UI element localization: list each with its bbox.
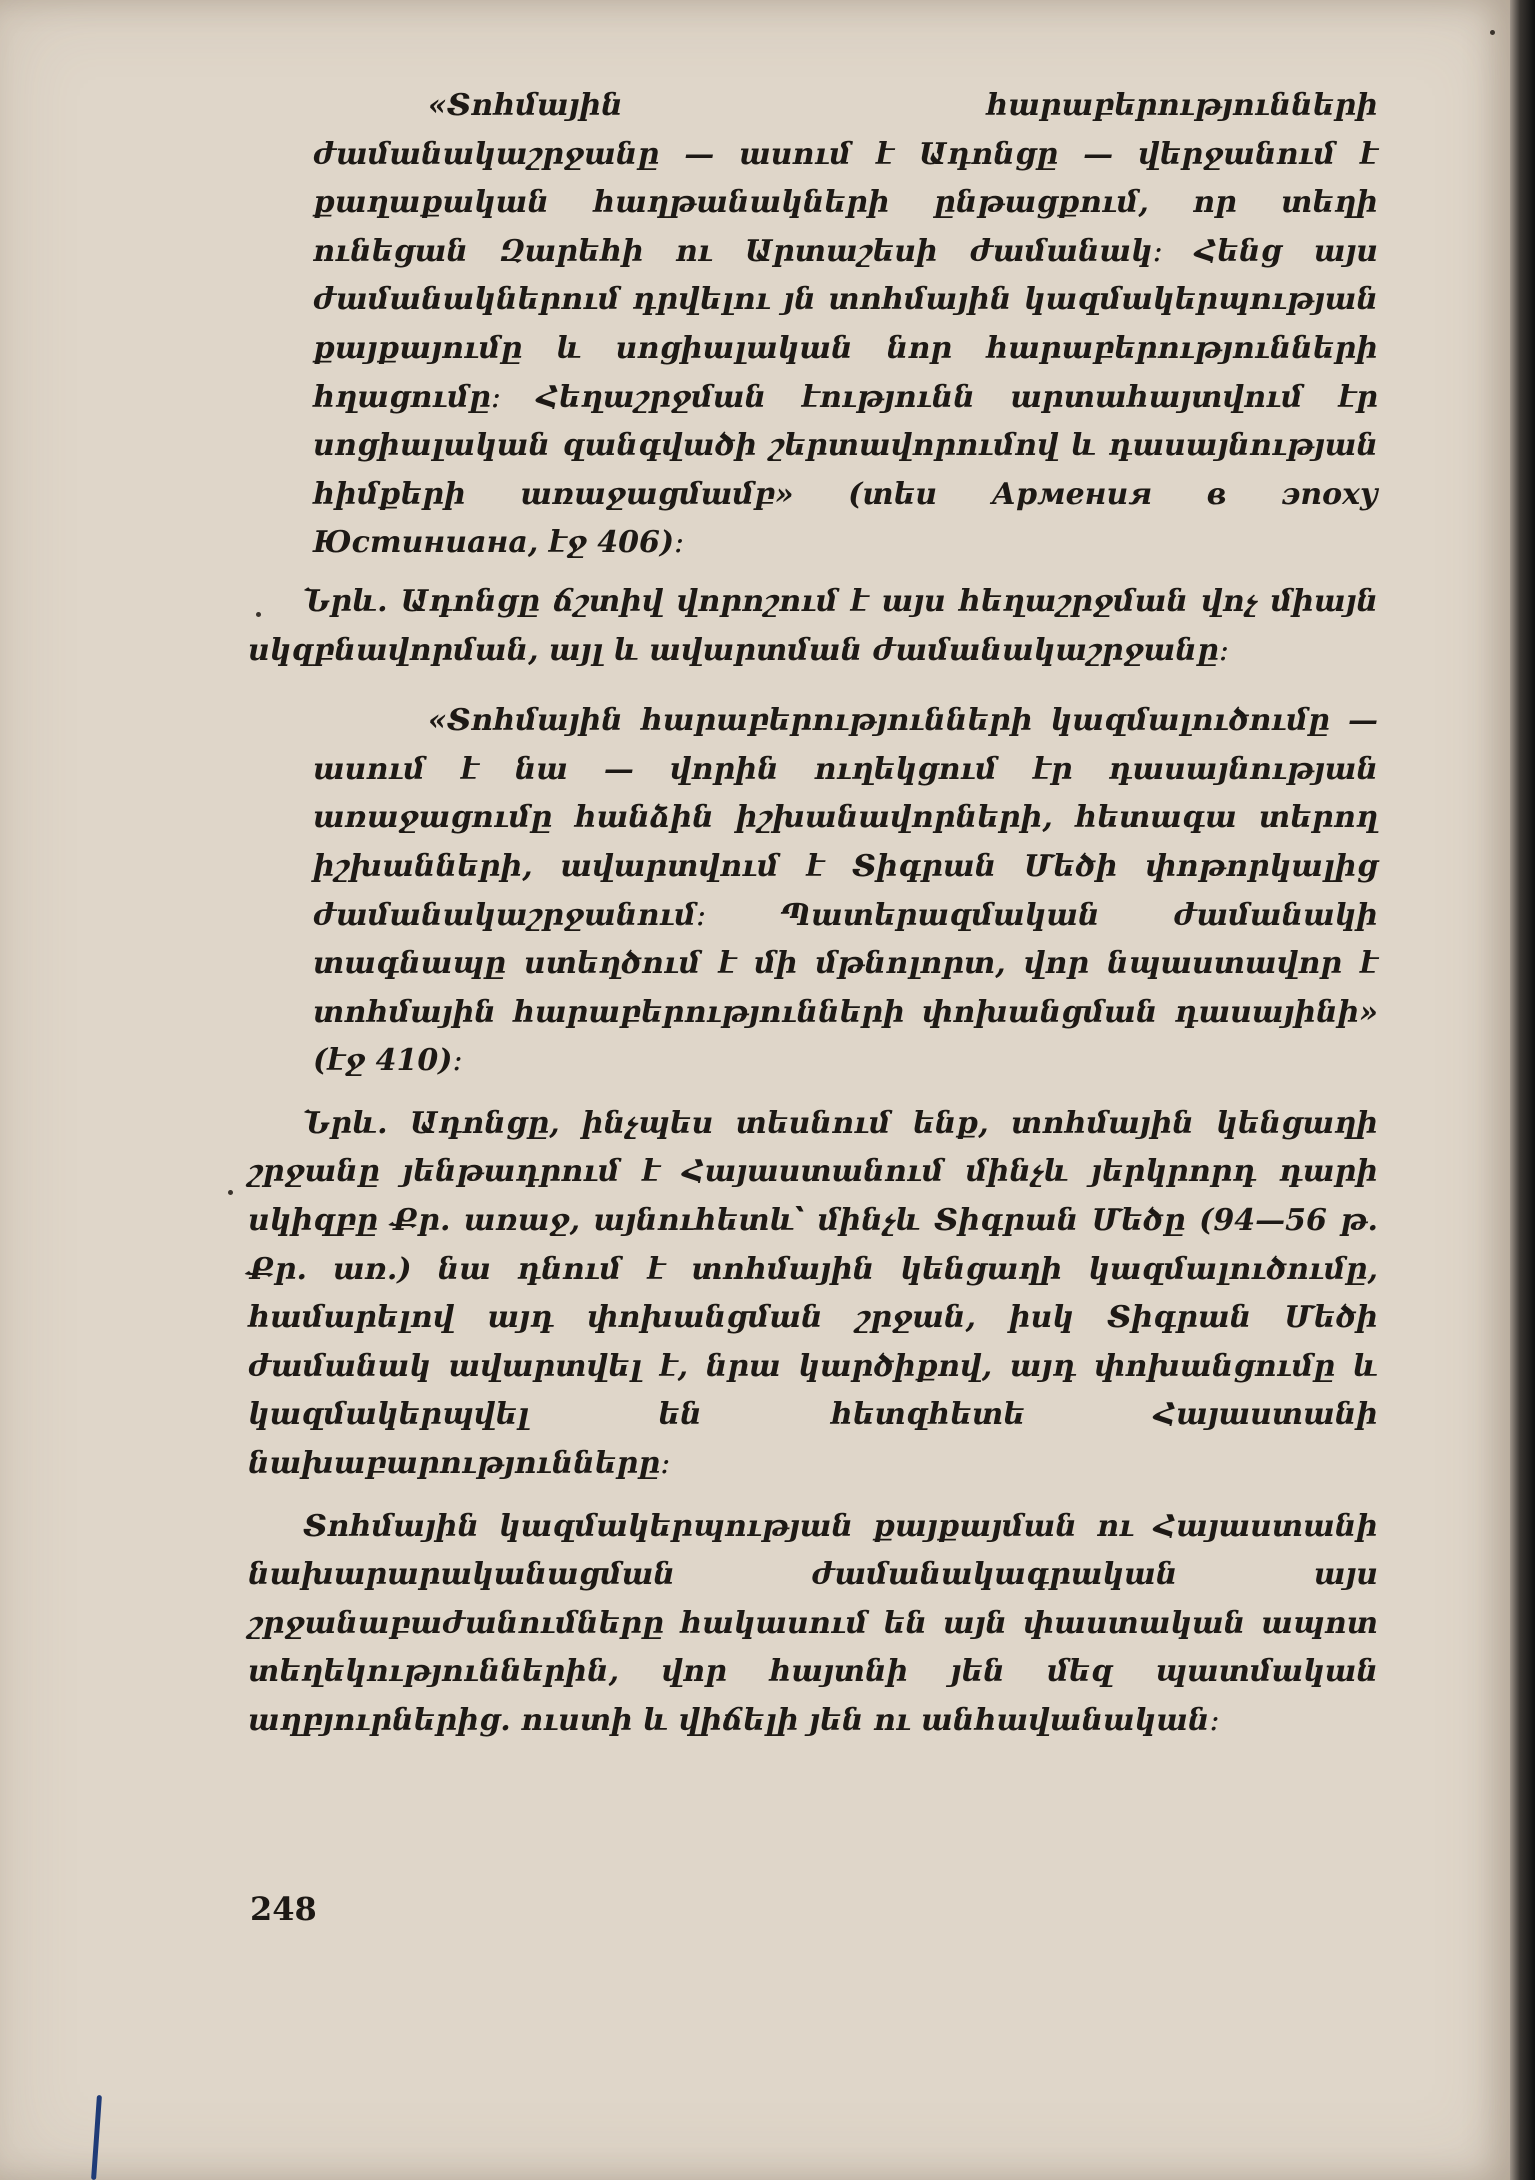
margin-mark xyxy=(256,612,261,617)
page-edge-shadow xyxy=(1510,0,1535,2180)
margin-mark xyxy=(228,1190,233,1195)
page-number: 248 xyxy=(250,1890,317,1928)
text-paragraph: Նրև․ Ադոնցը, ինչպես տեսնում ենք, տոհմային կենցաղի շրջանը յենթադրում է Հայաստանում մինչև յերկրորդ դարի սկիզբը Քր․ առաջ, այնուհետև՝ մինչև Տիգրան Մեծը (94—56 թ․ Քր․ առ․) նա դնում է տոհմային կենցաղի կազմալուծումը, համարելով այդ փոխանցման շրջան, իսկ Տիգրան Մեծի ժամանակ ավարտվել է, նրա կարծիքով, այդ փոխանցումը և կազմակերպվել են հետզհետե Հայաստանի նախաբարությունները։ xyxy=(248,1105,1378,1482)
margin-mark xyxy=(1490,30,1495,35)
quote-paragraph: «Տոհմային հարաբերությունների ժամանակաշրջանը — ասում է Ադոնցը — վերջանում է քաղաքական հաղթանակների ընթացքում, որ տեղի ունեցան Զարեհի ու Արտաշեսի ժամանակ։ Հենց այս ժամանակներում դրվելու յն տոհմային կազմակերպության քայքայումը և սոցիալական նոր հարաբերությունների հղացումը։ Հեղաշրջման էությունն արտահայտվում էր սոցիալական զանգվածի շերտավորումով և դասայնության հիմքերի առաջացմամբ» (տես Армения в эпоху Юстиниана, էջ 406)։ xyxy=(313,88,1378,561)
text-paragraph: Նրև․ Ադոնցը ճշտիվ վորոշում է այս հեղաշրջման վոչ միայն սկզբնավորման, այլ և ավարտման ժամանակաշրջանը։ xyxy=(248,583,1378,668)
text-paragraph: Տոհմային կազմակերպության քայքայման ու Հայաստանի նախարարականացման ժամանակագրական այս շրջանաբաժանումները հակասում են այն փաստական ապոտ տեղեկություններին, վոր հայտնի յեն մեզ պատմական աղբյուրներից․ ուստի և վիճելի յեն ու անհավանական։ xyxy=(248,1508,1378,1738)
body-text xyxy=(248,82,1378,1746)
scan-pen-mark xyxy=(91,2095,102,2180)
quote-paragraph: «Տոհմային հարաբերությունների կազմալուծումը — ասում է նա — վորին ուղեկցում էր դասայնության առաջացումը հանձին իշխանավորների, հետագա տերող իշխանների, ավարտվում է Տիգրան Մեծի փոթորկալից ժամանակաշրջանում։ Պատերազմական ժամանակի տագնապը ստեղծում է մի մթնոլորտ, վոր նպաստավոր է տոհմային հարաբերությունների փոխանցման դասայինի» (էջ 410)։ xyxy=(313,703,1378,1079)
